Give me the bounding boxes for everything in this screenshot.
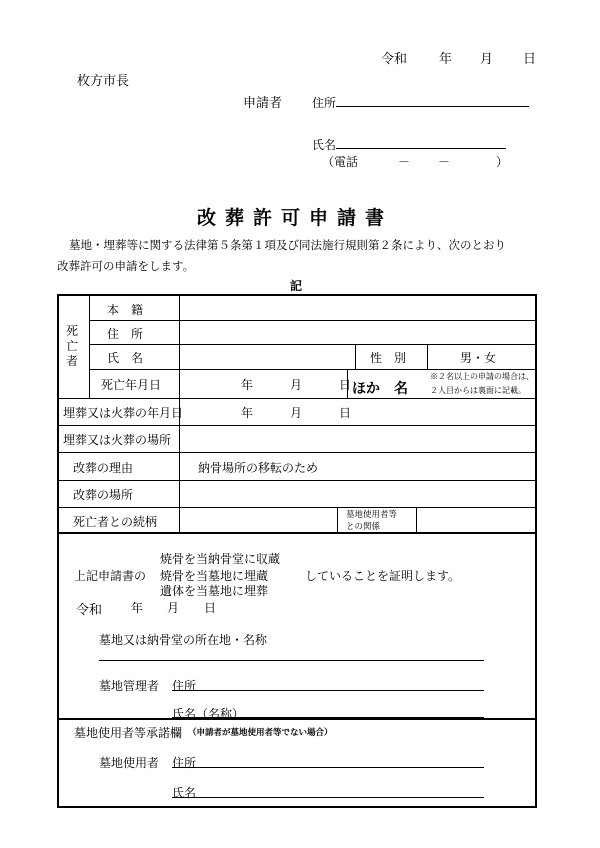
consent-address-label: 住所 (172, 756, 197, 770)
cert-manager-address-field[interactable] (172, 690, 484, 691)
deceased-char-2: 亡 (66, 339, 79, 353)
intro-line-1: 墓地・埋葬等に関する法律第５条第１項及び同法施行規則第２条により、次のとおり (69, 238, 506, 252)
relation-label: 死亡者との続柄 (73, 515, 158, 529)
death-date-label: 死亡年月日 (101, 378, 162, 392)
seibetsu-label: 性 別 (370, 351, 407, 365)
addressee: 枚方市長 (77, 74, 130, 89)
ki-label: 記 (290, 279, 303, 293)
consent-heading: 墓地使用者等承諾欄 (74, 726, 183, 740)
death-day: 日 (339, 378, 352, 392)
cert-location-label: 墓地又は納骨堂の所在地・名称 (99, 633, 268, 647)
shimei-label: 氏 名 (107, 351, 144, 365)
burial-day: 日 (339, 406, 352, 420)
cert-option-1[interactable]: 焼骨を当納骨堂に収蔵 (160, 552, 281, 566)
burial-month: 月 (290, 406, 303, 420)
cert-tail: していることを証明します。 (305, 569, 461, 583)
cert-year: 年 (131, 601, 144, 615)
date-era: 令和 (381, 52, 408, 67)
cert-day: 日 (204, 601, 217, 615)
cert-manager-address-label: 住所 (172, 679, 197, 693)
kaiso-place-label: 改葬の場所 (73, 488, 134, 502)
date-month: 月 (480, 52, 494, 67)
gender-value[interactable]: 男・女 (460, 351, 497, 365)
consent-user-label: 墓地使用者 (99, 756, 160, 770)
burial-year: 年 (241, 406, 254, 420)
jusho-label: 住 所 (107, 327, 144, 341)
honseki-label: 本 籍 (107, 303, 144, 317)
deceased-char-3: 者 (66, 354, 79, 368)
consent-note: （申請者が墓地使用者等でない場合） (188, 728, 333, 738)
burial-date-label: 埋葬又は火葬の年月日 (63, 406, 184, 420)
reason-value[interactable]: 納骨場所の移転のため (198, 461, 319, 475)
cert-option-3[interactable]: 遺体を当墓地に埋葬 (160, 584, 269, 598)
note-line-1: ※２名以上の申請の場合は、 (430, 372, 534, 381)
consent-name-label: 氏名 (172, 786, 197, 800)
death-year: 年 (241, 378, 254, 392)
death-month: 月 (290, 378, 303, 392)
burial-place-label: 埋葬又は火葬の場所 (63, 433, 172, 447)
phone-dash-2: － (438, 155, 451, 169)
note-line-2: ２人目からは裏面に記載。 (430, 386, 526, 395)
applicant-name-field[interactable] (336, 148, 506, 149)
applicant-label: 申請者 (243, 96, 283, 111)
phone-close: ） (496, 155, 509, 169)
deceased-char-1: 死 (66, 324, 79, 338)
cert-manager-label: 墓地管理者 (99, 679, 160, 693)
intro-line-2: 改葬許可の申請をします。 (57, 259, 195, 273)
phone-open: （電話 (322, 155, 359, 169)
cert-lead: 上記申請書の (74, 569, 147, 583)
applicant-address-field[interactable] (336, 106, 529, 107)
document-title: 改葬許可申請書 (197, 207, 394, 229)
date-day: 日 (523, 52, 537, 67)
cert-manager-name-label: 氏名（名称） (172, 707, 245, 721)
cert-location-field[interactable] (99, 660, 484, 661)
reason-label: 改葬の理由 (73, 461, 134, 475)
cert-option-2[interactable]: 焼骨を当墓地に埋蔵 (160, 569, 269, 583)
user-relation-line-2: との関係 (346, 522, 381, 532)
consent-name-field[interactable] (172, 797, 484, 798)
date-year: 年 (439, 52, 453, 67)
consent-address-field[interactable] (172, 767, 484, 768)
applicant-address-label: 住所 (312, 96, 337, 110)
user-relation-line-1: 墓地使用者等 (346, 510, 398, 520)
hoka-mei-label: ほか 名 (352, 381, 408, 397)
cert-era: 令和 (76, 603, 103, 618)
cert-month: 月 (167, 601, 180, 615)
phone-dash-1: － (398, 155, 411, 169)
applicant-name-label: 氏名 (312, 138, 337, 152)
